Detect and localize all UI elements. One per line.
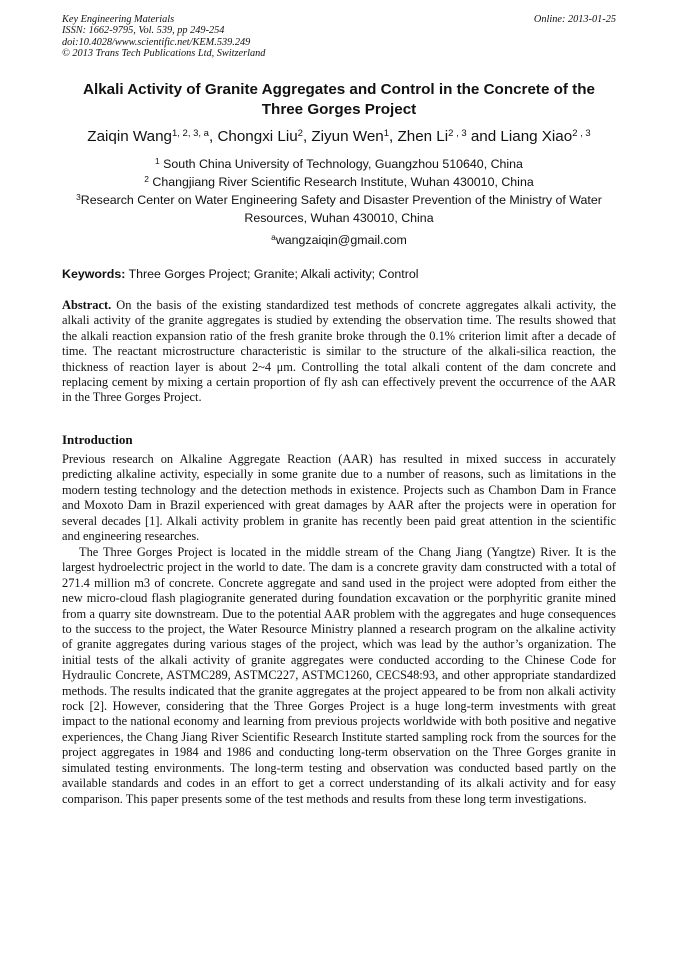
keywords	[62, 265, 616, 283]
author: Zaiqin Wang$^{1, 2, 3, a}$	[87, 128, 209, 145]
affiliations	[62, 155, 616, 249]
body-paragraph: Previous research on Alkaline Aggregate Reaction (AAR) has resulted in mixed success in accurately predicting alkaline activity, especially in some granite due to a number of reasons, such as limitations in the modern testing technology and the detection methods in existence. Projects such as Chambon Dam in France and Moxoto Dam in Brazil experienced with great damages by AAR after the projects were in operation for several decades [1]. Alkali activity problem in granite has recently been paid great attention in the scientific and engineering researches.	[62, 452, 616, 544]
doi-line: doi:10.4028/www.scientific.net/KEM.539.249	[62, 36, 251, 48]
journal-header	[62, 14, 616, 60]
online-date: Online: 2013-01-25	[533, 14, 616, 25]
affiliation: $^3$Research Center on Water Engineering Safety and Disaster Prevention of the Ministry of Water Resources, Wuhan 430010, China	[76, 192, 602, 225]
author: Ziyun Wen$^1$	[311, 128, 390, 145]
journal-name: Key Engineering Materials	[62, 14, 175, 25]
abstract-text: On the basis of the existing standardized test methods of concrete aggregates alkali activity, the alkali activity of the granite aggregates is studied by extending the observation time. The results showed that the alkali reaction expansion ratio of the fresh granite broke through the 0.1% criterion limit after a decade of time. The reactant microstructure characteristic is similar to the structure of the alkali-silica reaction, the thickness of reaction layer is about 2~4 μm. Controlling the total alkali content of the dam concrete and replacing cement by mixing a certain proportion of fly ash can effectively prevent the occurrence of the AAR in the Three Gorges Project.	[62, 298, 616, 405]
author-list: Zaiqin Wang$^{1, 2, 3, a}$, Chongxi Liu$^2$, Ziyun Wen$^1$, Zhen Li$^{2 , 3}$ and Liang Xiao$^{2 , 3}$	[87, 128, 591, 145]
section-heading-introduction: Introduction	[62, 432, 133, 447]
keywords-text: Three Gorges Project; Granite; Alkali activity; Control	[128, 267, 419, 281]
affiliation: $^2$ Changjiang River Scientific Research Institute, Wuhan 430010, China	[144, 174, 534, 189]
body-paragraph: The Three Gorges Project is located in the middle stream of the Chang Jiang (Yangtze) River. It is the largest hydroelectric project in the world to date. The dam is a concrete gravity dam constructed with a total of 271.4 million m3 of concrete. Concrete aggregate and sand used in the project were adopted from either the new micro-cloud flash plagiogranite generated during foundation excavation or the porphyritic granite mined from a quarry site downstream. Due to the potential AAR problem with the aggregates and huge consequences to the success to the project, the Water Resource Ministry planned a research program on the alkaline activity of granite aggregates during various stages of the project, which was lead by the author’s organization. The initial tests of the alkali activity of granite aggregates were conducted according to the Chinese Code for Hydraulic Concrete, ASTMC289, ASTMC227, ASTMC1260, CECS48:93, and other appropriate standardized methods. The results indicated that the granite aggregates at the project appeared to be from non alkali activity rock [2]. However, considering that the Three Gorges Project is a huge long-term investments with great impact to the national economy and learning from previous projects worldwide with both positive and negative experiences, the Chang Jiang River Scientific Research Institute started sampling rock from the sources for the project aggregates in 1984 and 1986 and conducting long-term observation on the Three Gorges granite in simulated testing environments. The long-term testing and observation was conducted based partly on the available standards and codes in an effort to get a correct understanding of its alkali activity and for easy comparison. This paper presents some of the test methods and results from these long term investigations.	[62, 545, 616, 806]
abstract-label: Abstract.	[62, 298, 112, 312]
author: Chongxi Liu$^2$	[217, 128, 303, 145]
header-left	[62, 14, 265, 60]
issn-line: ISSN: 1662-9795, Vol. 539, pp 249-254	[62, 25, 225, 37]
paper-title: Alkali Activity of Granite Aggregates and Control in the Concrete of the Three Gorges Project	[83, 81, 595, 118]
author: Liang Xiao$^{2 , 3}$	[500, 128, 591, 145]
copyright-line: © 2013 Trans Tech Publications Ltd, Switzerland	[62, 48, 266, 60]
affiliation: $^1$ South China University of Technology, Guangzhou 510640, China	[155, 156, 523, 171]
keywords-label: Keywords:	[62, 267, 126, 281]
author: Zhen Li$^{2 , 3}$	[397, 128, 467, 145]
abstract	[62, 298, 616, 406]
author-email[interactable]: $^a$wangzaiqin@gmail.com	[271, 232, 407, 247]
